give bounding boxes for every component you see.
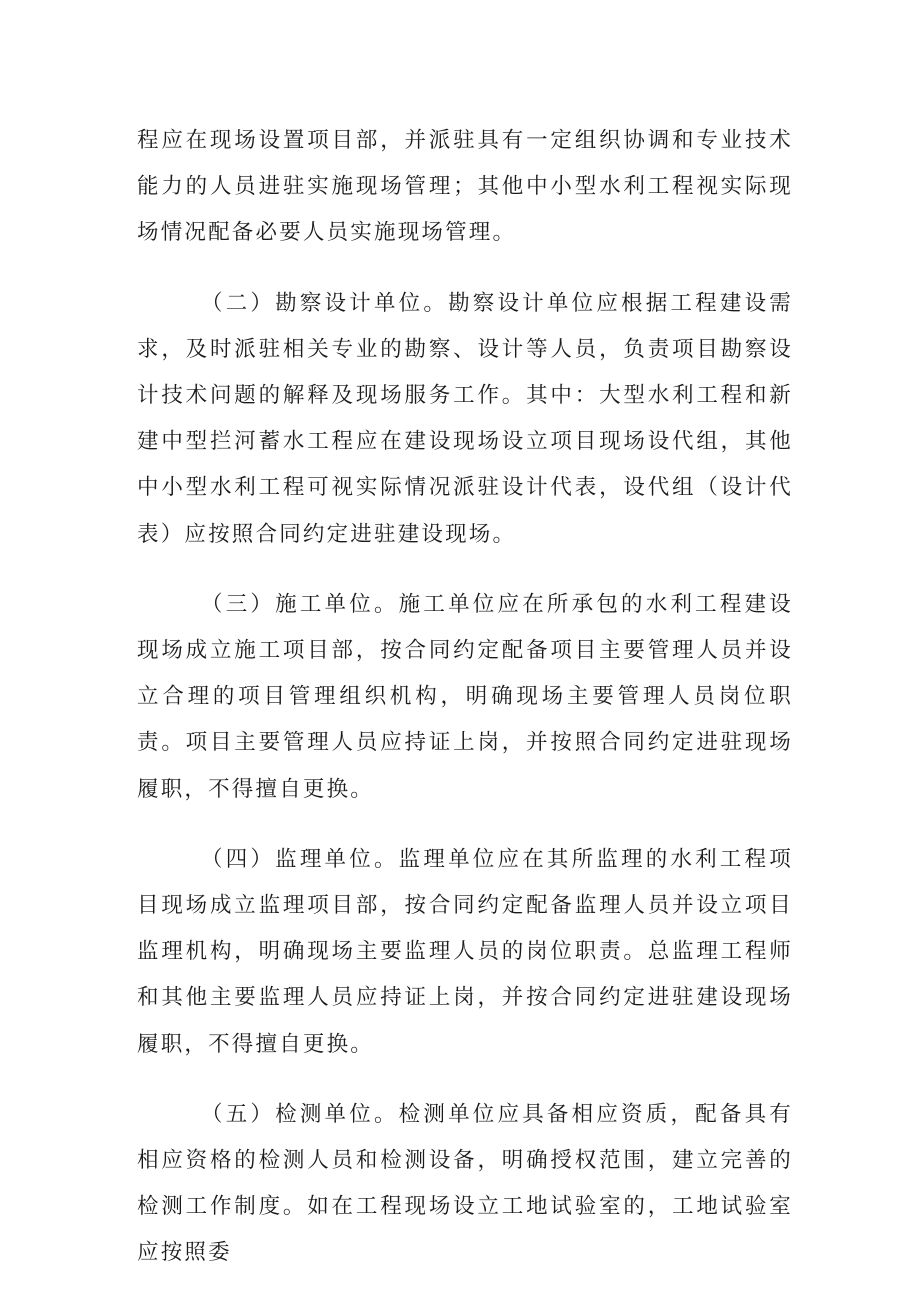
paragraph-construction-unit: （三）施工单位。施工单位应在所承包的水利工程建设现场成立施工项目部，按合同约定配备项目主要管理人员并设立合理的项目管理组织机构，明确现场主要管理人员岗位职责。项目主要管理人员应持证上岗，并按照合同约定进驻现场履职，不得擅自更换。 <box>137 591 793 802</box>
paragraph-survey-design-unit: （二）勘察设计单位。勘察设计单位应根据工程建设需求，及时派驻相关专业的勘察、设计等人员，负责项目勘察设计技术问题的解释及现场服务工作。其中：大型水利工程和新建中型拦河蓄水工程应在建设现场设立项目现场设代组，其他中小型水利工程可视实际情况派驻设计代表，设代组（设计代表）应按照合同约定进驻建设现场。 <box>137 290 793 547</box>
paragraph-supervision-unit: （四）监理单位。监理单位应在其所监理的水利工程项目现场成立监理项目部，按合同约定配备监理人员并设立项目监理机构，明确现场主要监理人员的岗位职责。总监理工程师和其他主要监理人员应持证上岗，并按合同约定进驻建设现场履职，不得擅自更换。 <box>137 846 793 1057</box>
paragraph-continuation: 程应在现场设置项目部，并派驻具有一定组织协调和专业技术能力的人员进驻实施现场管理；其他中小型水利工程视实际现场情况配备必要人员实施现场管理。 <box>137 128 793 246</box>
document-body <box>137 118 793 1277</box>
paragraph-testing-unit: （五）检测单位。检测单位应具备相应资质，配备具有相应资格的检测人员和检测设备，明确授权范围，建立完善的检测工作制度。如在工程现场设立工地试验室的，工地试验室应按照委 <box>137 1101 793 1266</box>
